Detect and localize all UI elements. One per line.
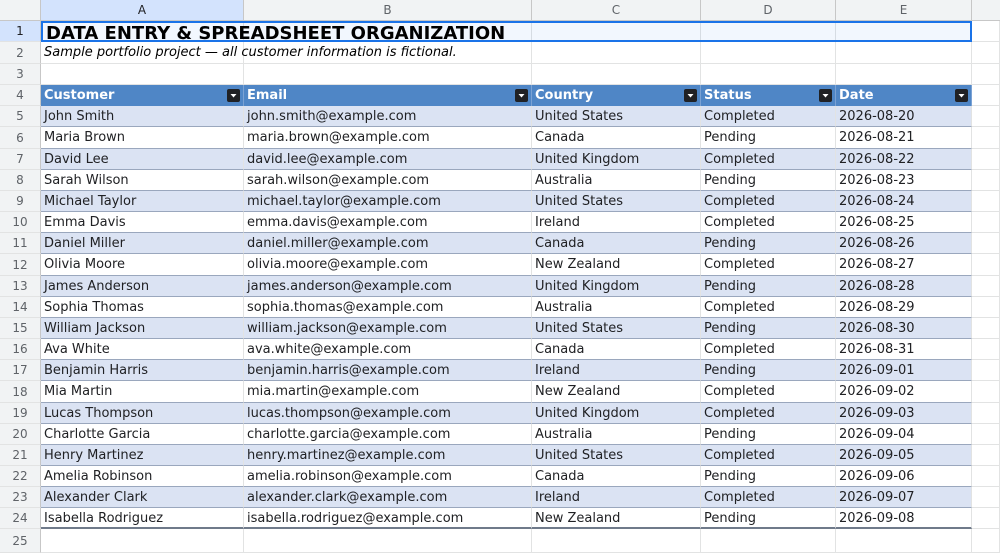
table-cell[interactable]: Australia — [532, 424, 701, 445]
table-cell[interactable]: Isabella Rodriguez — [41, 508, 244, 529]
table-cell[interactable]: Completed — [701, 339, 836, 360]
table-cell[interactable]: Pending — [701, 170, 836, 191]
table-cell[interactable]: Completed — [701, 381, 836, 403]
row-header-6[interactable]: 6 — [0, 127, 41, 149]
table-header-date[interactable] — [836, 85, 972, 106]
filter-dropdown-icon[interactable] — [227, 89, 240, 102]
grid-cell[interactable] — [972, 191, 1000, 212]
column-header-e[interactable]: E — [836, 0, 972, 21]
table-cell[interactable]: United Kingdom — [532, 149, 701, 170]
table-cell[interactable]: isabella.rodriguez@example.com — [244, 508, 532, 529]
row-header-24[interactable]: 24 — [0, 508, 41, 529]
grid-cell[interactable] — [972, 85, 1000, 106]
select-all-corner[interactable] — [0, 0, 41, 21]
table-header-label: Country — [535, 88, 594, 103]
table-cell[interactable]: Pending — [701, 276, 836, 297]
grid-cell[interactable] — [244, 64, 532, 85]
grid-cell[interactable] — [972, 276, 1000, 297]
table-cell[interactable]: 2026-08-31 — [836, 339, 972, 360]
grid-cell[interactable] — [972, 149, 1000, 170]
row-header-19[interactable]: 19 — [0, 403, 41, 424]
table-cell[interactable]: Ireland — [532, 212, 701, 233]
table-header-label: Date — [839, 88, 874, 103]
table-cell[interactable]: charlotte.garcia@example.com — [244, 424, 532, 445]
row-header-22[interactable]: 22 — [0, 466, 41, 487]
grid-cell[interactable] — [972, 254, 1000, 276]
table-cell[interactable]: 2026-08-24 — [836, 191, 972, 212]
table-cell[interactable]: John Smith — [41, 106, 244, 127]
table-cell[interactable]: Sophia Thomas — [41, 297, 244, 318]
table-cell[interactable]: 2026-08-28 — [836, 276, 972, 297]
grid-cell[interactable] — [972, 170, 1000, 191]
table-header-country[interactable] — [532, 85, 701, 106]
table-cell[interactable]: United Kingdom — [532, 403, 701, 424]
table-cell[interactable]: 2026-08-27 — [836, 254, 972, 276]
grid-cell[interactable] — [836, 64, 972, 85]
grid-cell[interactable] — [972, 466, 1000, 487]
table-cell[interactable]: United States — [532, 191, 701, 212]
table-cell[interactable]: sophia.thomas@example.com — [244, 297, 532, 318]
grid-cell[interactable] — [41, 64, 244, 85]
table-cell[interactable]: 2026-08-26 — [836, 233, 972, 254]
table-cell[interactable]: William Jackson — [41, 318, 244, 339]
grid-cell[interactable] — [701, 529, 836, 553]
column-header-f[interactable] — [972, 0, 1000, 21]
table-cell[interactable]: 2026-08-25 — [836, 212, 972, 233]
table-cell[interactable]: Sarah Wilson — [41, 170, 244, 191]
grid-cell[interactable] — [532, 64, 701, 85]
table-cell[interactable]: James Anderson — [41, 276, 244, 297]
table-cell[interactable]: United States — [532, 445, 701, 466]
row-header-16[interactable]: 16 — [0, 339, 41, 360]
table-cell[interactable]: Daniel Miller — [41, 233, 244, 254]
grid-cell[interactable] — [972, 508, 1000, 529]
row-header-7[interactable]: 7 — [0, 149, 41, 170]
table-cell[interactable]: 2026-08-23 — [836, 170, 972, 191]
table-cell[interactable]: Benjamin Harris — [41, 360, 244, 381]
table-cell[interactable]: Canada — [532, 233, 701, 254]
table-cell[interactable]: david.lee@example.com — [244, 149, 532, 170]
grid-cell[interactable] — [972, 42, 1000, 64]
table-cell[interactable]: 2026-09-05 — [836, 445, 972, 466]
table-cell[interactable]: Pending — [701, 466, 836, 487]
row-header-14[interactable]: 14 — [0, 297, 41, 318]
table-cell[interactable]: daniel.miller@example.com — [244, 233, 532, 254]
table-cell[interactable]: henry.martinez@example.com — [244, 445, 532, 466]
grid-cell[interactable] — [836, 529, 972, 553]
table-cell[interactable]: maria.brown@example.com — [244, 127, 532, 149]
grid-cell[interactable] — [972, 339, 1000, 360]
table-header-label: Status — [704, 88, 752, 103]
table-cell[interactable]: 2026-09-04 — [836, 424, 972, 445]
table-cell[interactable]: lucas.thompson@example.com — [244, 403, 532, 424]
table-cell[interactable]: Olivia Moore — [41, 254, 244, 276]
table-cell[interactable]: Australia — [532, 170, 701, 191]
row-header-11[interactable]: 11 — [0, 233, 41, 254]
table-cell[interactable]: Completed — [701, 149, 836, 170]
table-cell[interactable]: mia.martin@example.com — [244, 381, 532, 403]
grid-cell[interactable] — [244, 529, 532, 553]
table-cell[interactable]: Pending — [701, 127, 836, 149]
row-header-3[interactable]: 3 — [0, 64, 41, 85]
table-cell[interactable]: Completed — [701, 191, 836, 212]
table-header-customer[interactable] — [41, 85, 244, 106]
table-cell[interactable]: 2026-09-01 — [836, 360, 972, 381]
table-cell[interactable]: Completed — [701, 212, 836, 233]
table-cell[interactable]: Emma Davis — [41, 212, 244, 233]
table-cell[interactable]: 2026-09-08 — [836, 508, 972, 529]
row-header-10[interactable]: 10 — [0, 212, 41, 233]
row-header-20[interactable]: 20 — [0, 424, 41, 445]
table-cell[interactable]: 2026-08-22 — [836, 149, 972, 170]
row-header-17[interactable]: 17 — [0, 360, 41, 381]
table-cell[interactable]: Lucas Thompson — [41, 403, 244, 424]
table-cell[interactable]: Mia Martin — [41, 381, 244, 403]
row-header-23[interactable]: 23 — [0, 487, 41, 508]
table-cell[interactable]: United Kingdom — [532, 276, 701, 297]
row-header-13[interactable]: 13 — [0, 276, 41, 297]
table-cell[interactable]: ava.white@example.com — [244, 339, 532, 360]
table-cell[interactable]: Completed — [701, 106, 836, 127]
table-header-label: Email — [247, 88, 288, 103]
row-header-25[interactable]: 25 — [0, 529, 41, 553]
column-header-c[interactable]: C — [532, 0, 701, 21]
table-cell[interactable]: Completed — [701, 297, 836, 318]
table-cell[interactable]: Pending — [701, 508, 836, 529]
sheet-subtitle[interactable]: Sample portfolio project — all customer information is fictional. — [44, 45, 457, 60]
table-cell[interactable]: Completed — [701, 254, 836, 276]
table-cell[interactable]: Pending — [701, 233, 836, 254]
grid-cell[interactable] — [972, 403, 1000, 424]
column-header-d[interactable]: D — [701, 0, 836, 21]
row-header-18[interactable]: 18 — [0, 381, 41, 403]
row-header-21[interactable]: 21 — [0, 445, 41, 466]
table-header-label: Customer — [44, 88, 115, 103]
table-cell[interactable]: Ava White — [41, 339, 244, 360]
grid-cell[interactable] — [972, 360, 1000, 381]
row-header-8[interactable]: 8 — [0, 170, 41, 191]
grid-cell[interactable] — [532, 529, 701, 553]
table-cell[interactable]: 2026-08-20 — [836, 106, 972, 127]
row-header-15[interactable]: 15 — [0, 318, 41, 339]
grid-cell[interactable] — [972, 529, 1000, 553]
table-cell[interactable]: benjamin.harris@example.com — [244, 360, 532, 381]
table-cell[interactable]: Charlotte Garcia — [41, 424, 244, 445]
table-cell[interactable]: Completed — [701, 403, 836, 424]
table-cell[interactable]: emma.davis@example.com — [244, 212, 532, 233]
table-cell[interactable]: Canada — [532, 466, 701, 487]
grid-cell[interactable] — [972, 424, 1000, 445]
table-cell[interactable]: 2026-08-30 — [836, 318, 972, 339]
table-cell[interactable]: 2026-09-03 — [836, 403, 972, 424]
table-cell[interactable]: olivia.moore@example.com — [244, 254, 532, 276]
grid-cell[interactable] — [972, 381, 1000, 403]
row-header-2[interactable]: 2 — [0, 42, 41, 64]
table-cell[interactable]: United States — [532, 318, 701, 339]
table-cell[interactable]: 2026-09-06 — [836, 466, 972, 487]
grid-cell[interactable] — [972, 127, 1000, 149]
table-cell[interactable]: 2026-08-21 — [836, 127, 972, 149]
table-cell[interactable]: sarah.wilson@example.com — [244, 170, 532, 191]
column-header-b[interactable]: B — [244, 0, 532, 21]
table-cell[interactable]: David Lee — [41, 149, 244, 170]
table-cell[interactable]: Ireland — [532, 360, 701, 381]
table-cell[interactable]: Pending — [701, 318, 836, 339]
table-cell[interactable]: Canada — [532, 127, 701, 149]
table-cell[interactable]: Michael Taylor — [41, 191, 244, 212]
table-cell[interactable]: Maria Brown — [41, 127, 244, 149]
filter-dropdown-icon[interactable] — [955, 89, 968, 102]
table-cell[interactable]: United States — [532, 106, 701, 127]
grid-cell[interactable] — [972, 487, 1000, 508]
grid-cell[interactable] — [701, 64, 836, 85]
table-cell[interactable]: alexander.clark@example.com — [244, 487, 532, 508]
table-cell[interactable]: Pending — [701, 424, 836, 445]
table-cell[interactable]: Ireland — [532, 487, 701, 508]
row-header-4[interactable]: 4 — [0, 85, 41, 106]
table-cell[interactable]: 2026-09-07 — [836, 487, 972, 508]
grid-cell[interactable] — [972, 64, 1000, 85]
table-cell[interactable]: Amelia Robinson — [41, 466, 244, 487]
filter-dropdown-icon[interactable] — [515, 89, 528, 102]
table-cell[interactable]: john.smith@example.com — [244, 106, 532, 127]
table-cell[interactable]: Henry Martinez — [41, 445, 244, 466]
sheet-title[interactable]: DATA ENTRY & SPREADSHEET ORGANIZATION — [41, 21, 972, 42]
table-cell[interactable]: Canada — [532, 339, 701, 360]
filter-dropdown-icon[interactable] — [684, 89, 697, 102]
grid-cell[interactable] — [41, 529, 244, 553]
row-header-12[interactable]: 12 — [0, 254, 41, 276]
table-cell[interactable]: Completed — [701, 445, 836, 466]
table-cell[interactable]: Australia — [532, 297, 701, 318]
table-header-email[interactable] — [244, 85, 532, 106]
table-cell[interactable]: james.anderson@example.com — [244, 276, 532, 297]
grid-cell[interactable] — [972, 212, 1000, 233]
table-cell[interactable]: william.jackson@example.com — [244, 318, 532, 339]
table-cell[interactable]: New Zealand — [532, 381, 701, 403]
grid-cell[interactable] — [972, 318, 1000, 339]
table-cell[interactable]: amelia.robinson@example.com — [244, 466, 532, 487]
table-cell[interactable]: 2026-08-29 — [836, 297, 972, 318]
table-cell[interactable]: Pending — [701, 360, 836, 381]
grid-cell[interactable] — [972, 106, 1000, 127]
row-header-9[interactable]: 9 — [0, 191, 41, 212]
column-header-a[interactable]: A — [41, 0, 244, 21]
grid-cell[interactable] — [972, 297, 1000, 318]
table-cell[interactable]: michael.taylor@example.com — [244, 191, 532, 212]
row-header-1[interactable]: 1 — [0, 21, 41, 42]
table-cell[interactable]: Alexander Clark — [41, 487, 244, 508]
row-header-5[interactable]: 5 — [0, 106, 41, 127]
table-cell[interactable]: New Zealand — [532, 508, 701, 529]
table-cell[interactable]: New Zealand — [532, 254, 701, 276]
filter-dropdown-icon[interactable] — [819, 89, 832, 102]
table-header-status[interactable] — [701, 85, 836, 106]
grid-cell[interactable] — [972, 445, 1000, 466]
grid-cell[interactable] — [972, 21, 1000, 42]
table-cell[interactable]: 2026-09-02 — [836, 381, 972, 403]
table-cell[interactable]: Completed — [701, 487, 836, 508]
grid-cell[interactable] — [972, 233, 1000, 254]
